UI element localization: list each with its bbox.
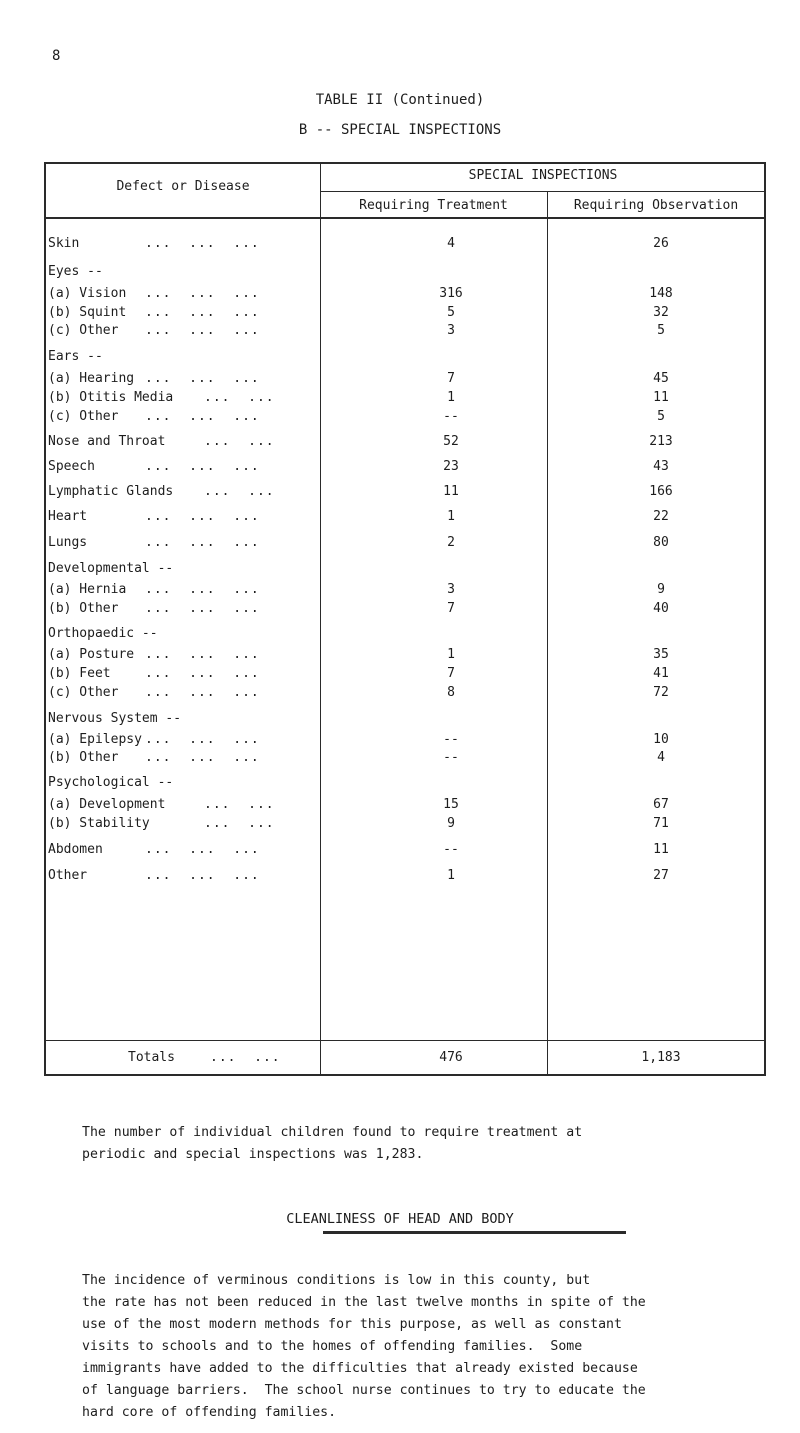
observation-cell: 9 xyxy=(657,582,665,597)
observation-cell: 4 xyxy=(657,750,665,765)
leader-dots: ... ... xyxy=(204,434,275,449)
treatment-cell: 23 xyxy=(443,459,459,474)
leader-dots: ... ... ... xyxy=(145,323,260,338)
row-label: Ears -- xyxy=(48,349,103,364)
row-label: (b) Other xyxy=(48,750,119,765)
observation-cell: 166 xyxy=(649,484,673,499)
leader-dots: ... ... ... xyxy=(145,732,260,747)
totals-observation: 1,183 xyxy=(641,1050,681,1065)
observation-cell: 43 xyxy=(653,459,669,474)
leader-dots: ... ... ... xyxy=(145,409,260,424)
treatment-cell: 2 xyxy=(447,535,455,550)
row-label: Nervous System -- xyxy=(48,711,182,726)
row-label: (a) Hernia xyxy=(48,582,127,597)
row-label: (a) Vision xyxy=(48,286,127,301)
leader-dots: ... ... ... xyxy=(145,842,260,857)
row-label: (a) Posture xyxy=(48,647,135,662)
page-number: 8 xyxy=(52,48,61,64)
row-label: (c) Other xyxy=(48,323,119,338)
defect-column-header: Defect or Disease xyxy=(116,179,250,194)
treatment-cell: -- xyxy=(443,750,459,765)
leader-dots: ... ... ... xyxy=(145,236,260,251)
totals-label: Totals xyxy=(128,1050,175,1065)
observation-cell: 11 xyxy=(653,842,669,857)
observation-cell: 35 xyxy=(653,647,669,662)
row-label: Lungs xyxy=(48,535,88,550)
leader-dots: ... ... ... xyxy=(145,601,260,616)
treatment-cell: 9 xyxy=(447,816,455,831)
totals-treatment: 476 xyxy=(439,1050,463,1065)
observation-cell: 80 xyxy=(653,535,669,550)
row-label: (b) Other xyxy=(48,601,119,616)
observation-cell: 71 xyxy=(653,816,669,831)
observation-cell: 67 xyxy=(653,797,669,812)
row-label: (b) Squint xyxy=(48,305,127,320)
section-paragraph: The incidence of verminous conditions is low in this county, but the rate has not been reduced in the last twelve months in spite of the use of the most modern methods for this purpose, as well as constant visits to schools and to the homes of offending families. Some immigrants have added to the difficulties that already existed because of language barriers. The school nurse continues to try to educate the hard core of offending families. xyxy=(82,1273,646,1420)
row-label: (a) Hearing xyxy=(48,371,135,386)
treatment-cell: 1 xyxy=(447,390,455,405)
observation-cell: 32 xyxy=(653,305,669,320)
row-label: Orthopaedic -- xyxy=(48,626,158,641)
leader-dots: ... ... xyxy=(204,390,275,405)
observation-cell: 45 xyxy=(653,371,669,386)
observation-column-header: Requiring Observation xyxy=(573,198,739,213)
leader-dots: ... ... ... xyxy=(145,286,260,301)
leader-dots: ... ... ... xyxy=(145,685,260,700)
leader-dots: ... ... ... xyxy=(145,371,260,386)
row-label: (a) Development xyxy=(48,797,166,812)
row-label: Nose and Throat xyxy=(48,434,166,449)
treatment-cell: 7 xyxy=(447,666,455,681)
row-label: (c) Other xyxy=(48,409,119,424)
treatment-cell: 5 xyxy=(447,305,455,320)
leader-dots: ... ... xyxy=(204,484,275,499)
leader-dots: ... ... xyxy=(204,816,275,831)
observation-cell: 148 xyxy=(649,286,673,301)
treatment-cell: 15 xyxy=(443,797,459,812)
treatment-cell: 1 xyxy=(447,647,455,662)
treatment-cell: -- xyxy=(443,842,459,857)
row-label: Skin xyxy=(48,236,80,251)
observation-cell: 11 xyxy=(653,390,669,405)
table-title: TABLE II (Continued) xyxy=(315,92,485,108)
section-heading-underline xyxy=(323,1231,626,1234)
leader-dots: ... ... ... xyxy=(145,509,260,524)
treatment-cell: 3 xyxy=(447,582,455,597)
leader-dots: ... ... ... xyxy=(145,535,260,550)
treatment-cell: 7 xyxy=(447,371,455,386)
leader-dots: ... ... ... xyxy=(145,305,260,320)
special-inspections-header: SPECIAL INSPECTIONS xyxy=(468,168,618,183)
observation-cell: 5 xyxy=(657,409,665,424)
treatment-cell: 7 xyxy=(447,601,455,616)
row-label: Psychological -- xyxy=(48,775,174,790)
treatment-cell: 11 xyxy=(443,484,459,499)
row-label: (b) Otitis Media xyxy=(48,390,174,405)
treatment-cell: 8 xyxy=(447,685,455,700)
treatment-cell: 1 xyxy=(447,868,455,883)
treatment-cell: -- xyxy=(443,732,459,747)
treatment-cell: 1 xyxy=(447,509,455,524)
table-subtitle: B -- SPECIAL INSPECTIONS xyxy=(298,122,502,138)
row-label: (a) Epilepsy xyxy=(48,732,142,747)
treatment-cell: 316 xyxy=(439,286,463,301)
observation-cell: 41 xyxy=(653,666,669,681)
row-label: Heart xyxy=(48,509,88,524)
observation-cell: 40 xyxy=(653,601,669,616)
observation-cell: 27 xyxy=(653,868,669,883)
row-label: (b) Feet xyxy=(48,666,111,681)
treatment-cell: 3 xyxy=(447,323,455,338)
leader-dots: ... ... ... xyxy=(145,647,260,662)
treatment-column-header: Requiring Treatment xyxy=(359,198,508,213)
row-label: (b) Stability xyxy=(48,816,150,831)
row-label: (c) Other xyxy=(48,685,119,700)
observation-cell: 10 xyxy=(653,732,669,747)
leader-dots: ... ... ... xyxy=(145,868,260,883)
row-label: Eyes -- xyxy=(48,264,103,279)
row-label: Speech xyxy=(48,459,95,474)
observation-cell: 213 xyxy=(649,434,673,449)
row-label: Lymphatic Glands xyxy=(48,484,174,499)
row-label: Developmental -- xyxy=(48,561,174,576)
treatment-cell: 52 xyxy=(443,434,459,449)
leader-dots: ... ... ... xyxy=(145,582,260,597)
observation-cell: 72 xyxy=(653,685,669,700)
row-label: Other xyxy=(48,868,88,883)
leader-dots: ... ... xyxy=(204,797,275,812)
row-label: Abdomen xyxy=(48,842,103,857)
leader-dots: ... ... ... xyxy=(145,750,260,765)
totals-leader-dots: ... ... xyxy=(210,1050,281,1065)
treatment-cell: 4 xyxy=(447,236,455,251)
observation-cell: 22 xyxy=(653,509,669,524)
note-paragraph: The number of individual children found to require treatment at periodic and special inspections was 1,283. xyxy=(82,1125,583,1162)
treatment-cell: -- xyxy=(443,409,459,424)
leader-dots: ... ... ... xyxy=(145,666,260,681)
observation-cell: 26 xyxy=(653,236,669,251)
leader-dots: ... ... ... xyxy=(145,459,260,474)
observation-cell: 5 xyxy=(657,323,665,338)
section-heading: CLEANLINESS OF HEAD AND BODY xyxy=(286,1211,514,1227)
